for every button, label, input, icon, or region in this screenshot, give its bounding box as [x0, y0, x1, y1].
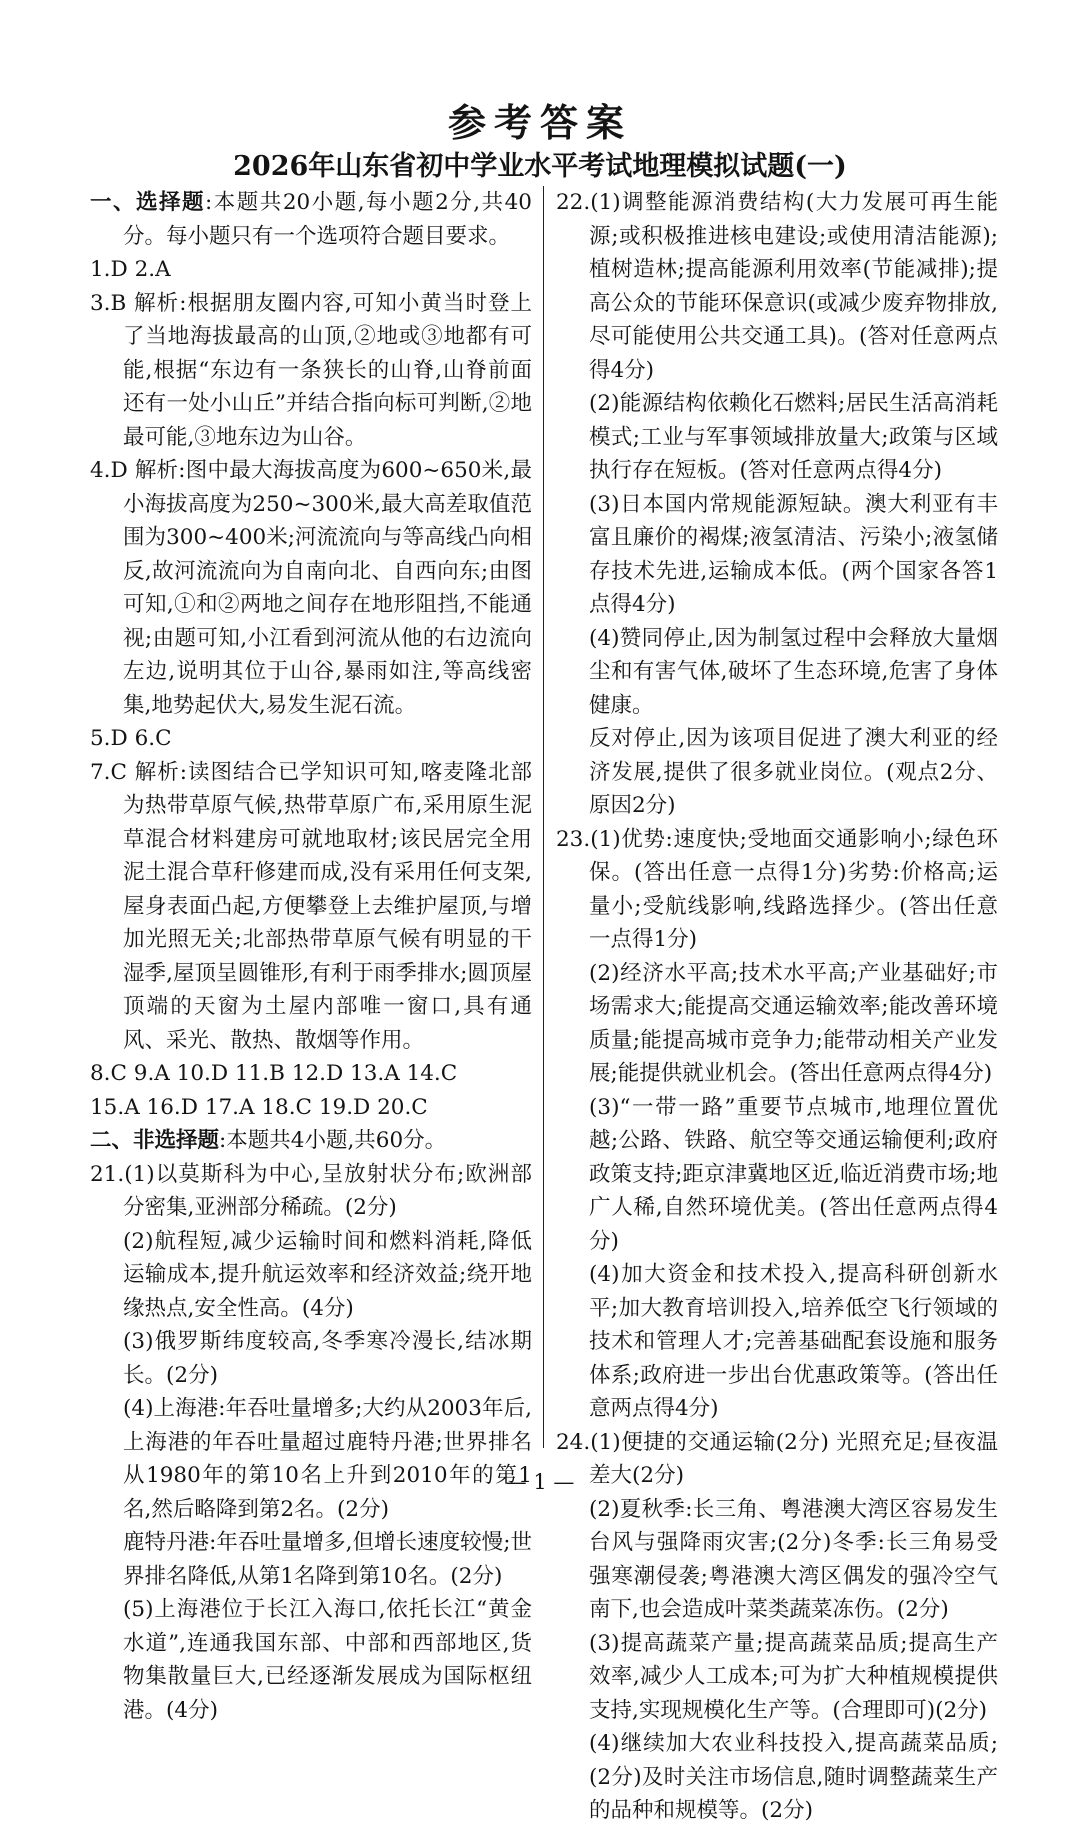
answer-q5-6: 5.D 6.C: [90, 726, 172, 751]
answer-q4: 4.D 解析:图中最大海拔高度为600~650米,最小海拔高度为250~300米,最大高差取值范围为300~400米;河流流向与等高线凸向相反,故河流流向为自南向北、自西向东;由图可知,①和②两地之间存在地形阻挡,不能通视;由题可知,小江看到河流从他的右边流向左边,说明其位于山谷,暴雨如注,等高线密集,地势起伏大,易发生泥石流。: [90, 458, 532, 718]
answer-q24-4: (4)继续加大农业科技投入,提高蔬菜品质;(2分)及时关注市场信息,随时调整蔬菜生产的品种和规模等。(2分): [589, 1731, 998, 1823]
section-2-text: :本题共4小题,共60分。: [219, 1128, 447, 1153]
page-number: — 1 —: [505, 1470, 575, 1494]
answer-q24-1: 24.(1)便捷的交通运输(2分) 光照充足;昼夜温差大(2分): [556, 1429, 998, 1488]
answer-q22-4a: (4)赞同停止,因为制氢过程中会释放大量烟尘和有害气体,破坏了生态环境,危害了身体健康。: [589, 625, 998, 718]
answer-q24-3: (3)提高蔬菜产量;提高蔬菜品质;提高生产效率,减少人工成本;可为扩大种植规模提供支持,实现规模化生产等。(合理即可)(2分): [589, 1630, 998, 1723]
answer-q22-4b: 反对停止,因为该项目促进了澳大利亚的经济发展,提供了很多就业岗位。(观点2分、原因2分): [589, 726, 998, 818]
answer-q21-4b: 鹿特丹港:年吞吐量增多,但增长速度较慢;世界排名降低,从第1名降到第10名。(2分): [123, 1530, 532, 1589]
answer-q7: 7.C 解析:读图结合已学知识可知,喀麦隆北部为热带草原气候,热带草原广布,采用原生泥草混合材料建房可就地取材;该民居完全用泥土混合草秆修建而成,没有采用任何支架,屋身表面凸起,方便攀登上去维护屋顶,与增加光照无关;北部热带草原气候有明显的干湿季,屋顶呈圆锥形,有利于雨季排水;圆顶屋顶端的天窗为土屋内部唯一窗口,具有通风、采光、散热、散烟等作用。: [90, 759, 532, 1053]
section-2-intro: [90, 1124, 532, 1158]
answer-q22-1: 22.(1)调整能源消费结构(大力发展可再生能源;或积极推进核电建设;或使用清洁能源);植树造林;提高能源利用效率(节能减排);提高公众的节能环保意识(或减少废弃物排放,尽可能使用公共交通工具)。(答对任意两点得4分): [556, 190, 998, 383]
page-subtitle: 2026年山东省初中学业水平考试地理模拟试题(一): [233, 151, 847, 182]
section-1-text: :本题共20小题,每小题2分,共40分。每小题只有一个选项符合题目要求。: [123, 190, 532, 249]
column-divider: [543, 186, 544, 1448]
section-2-heading: 二、非选择题: [90, 1128, 220, 1153]
answer-q21-1: 21.(1)以莫斯科为中心,呈放射状分布;欧洲部分密集,亚洲部分稀疏。(2分): [90, 1161, 532, 1220]
answer-q21-5: (5)上海港位于长江入海口,依托长江“黄金水道”,连通我国东部、中部和西部地区,货物集散量巨大,已经逐渐发展成为国际枢纽港。(4分): [123, 1597, 532, 1723]
section-1-heading: 一、选择题: [90, 190, 206, 215]
answer-q21-3: (3)俄罗斯纬度较高,冬季寒冷漫长,结冰期长。(2分): [123, 1329, 532, 1388]
answer-q24-2: (2)夏秋季:长三角、粤港澳大湾区容易发生台风与强降雨灾害;(2分)冬季:长三角易受强寒潮侵袭;粤港澳大湾区偶发的强冷空气南下,也会造成叶菜类蔬菜冻伤。(2分): [589, 1496, 998, 1622]
answer-q8-14: 8.C 9.A 10.D 11.B 12.D 13.A 14.C: [90, 1061, 458, 1086]
left-column: [90, 186, 532, 1723]
answer-q23-3: (3)“一带一路”重要节点城市,地理位置优越;公路、铁路、航空等交通运输便利;政府政策支持;距京津冀地区近,临近消费市场;地广人稀,自然环境优美。(答出任意两点得4分): [589, 1094, 998, 1254]
answer-q21-2: (2)航程短,减少运输时间和燃料消耗,降低运输成本,提升航运效率和经济效益;绕开地缘热点,安全性高。(4分): [123, 1228, 532, 1321]
answer-q23-4: (4)加大资金和技术投入,提高科研创新水平;加大教育培训投入,培养低空飞行领域的技术和管理人才;完善基础配套设施和服务体系;政府进一步出台优惠政策等。(答出任意两点得4分): [589, 1262, 998, 1421]
answer-q15-20: 15.A 16.D 17.A 18.C 19.D 20.C: [90, 1094, 428, 1120]
answer-q21-4a: (4)上海港:年吞吐量增多;大约从2003年后,上海港的年吞吐量超过鹿特丹港;世界排名从1980年的第10名上升到2010年的第1名,然后略降到第2名。(2分): [123, 1396, 532, 1522]
right-column: [556, 186, 998, 1823]
page-title: 参考答案: [447, 100, 632, 145]
answer-q3: 3.B 解析:根据朋友圈内容,可知小黄当时登上了当地海拔最高的山顶,②地或③地都有可能,根据“东边有一条狭长的山脊,山脊前面还有一处小山丘”并结合指向标可判断,②地最可能,③地东边为山谷。: [90, 290, 532, 450]
answer-q1-2: 1.D 2.A: [90, 257, 171, 282]
answer-q23-1: 23.(1)优势:速度快;受地面交通影响小;绿色环保。(答出任意一点得1分)劣势:价格高;运量小;受航线影响,线路选择少。(答出任意一点得1分): [556, 826, 998, 952]
answer-q23-2: (2)经济水平高;技术水平高;产业基础好;市场需求大;能提高交通运输效率;能改善环境质量;能提高城市竞争力;能带动相关产业发展;能提供就业机会。(答出任意两点得4分): [589, 960, 998, 1086]
section-1-intro: [90, 186, 532, 253]
answer-q22-3: (3)日本国内常规能源短缺。澳大利亚有丰富且廉价的褐煤;液氢清洁、污染小;液氢储存技术先进,运输成本低。(两个国家各答1点得4分): [589, 491, 998, 617]
answer-q22-2: (2)能源结构依赖化石燃料;居民生活高消耗模式;工业与军事领域排放量大;政策与区域执行存在短板。(答对任意两点得4分): [589, 391, 998, 483]
